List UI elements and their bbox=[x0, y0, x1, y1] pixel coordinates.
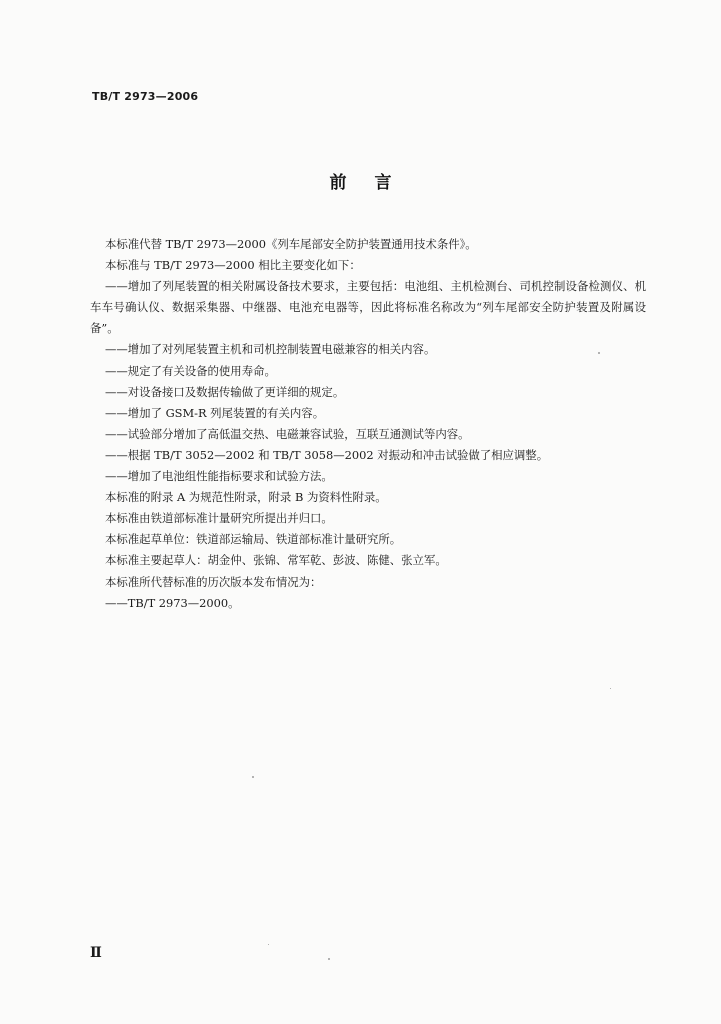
scan-speck bbox=[328, 958, 330, 960]
scan-speck bbox=[598, 352, 600, 354]
page-title: 前言 bbox=[329, 173, 420, 193]
scan-speck bbox=[268, 944, 269, 945]
change-item-service-life: ——规定了有关设备的使用寿命。 bbox=[105, 363, 276, 378]
change-item-battery: ——增加了电池组性能指标要求和试验方法。 bbox=[105, 469, 333, 484]
paragraph-proposed-by: 本标准由铁道部标准计量研究所提出并归口。 bbox=[105, 511, 333, 526]
previous-edition-item: ——TB/T 2973—2000。 bbox=[105, 595, 240, 610]
change-item-gsm-r: ——增加了 GSM-R 列尾装置的有关内容。 bbox=[105, 405, 325, 420]
change-item-interface: ——对设备接口及数据传输做了更详细的规定。 bbox=[105, 384, 345, 399]
paragraph-previous-editions-intro: 本标准所代替标准的历次版本发布情况为： bbox=[105, 574, 322, 589]
paragraph-drafting-units: 本标准起草单位：铁道部运输局、铁道部标准计量研究所。 bbox=[105, 532, 402, 547]
scan-speck bbox=[252, 776, 254, 778]
foreword-body bbox=[90, 234, 646, 614]
paragraph-drafters: 本标准主要起草人：胡金仲、张锦、常军乾、彭波、陈健、张立军。 bbox=[105, 553, 447, 568]
page-number: Ⅱ bbox=[90, 945, 102, 961]
change-item-accessory-requirements: ——增加了列尾装置的相关附属设备技术要求，主要包括：电池组、主机检测台、司机控制设备检测仪、机车车号确认仪、数据采集器、中继器、电池充电器等，因此将标准名称改为“列车尾部安全防护装置及附属设备”。 bbox=[90, 279, 646, 336]
paragraph-main-changes-intro: 本标准与 TB/T 2973—2000 相比主要变化如下： bbox=[105, 258, 361, 273]
paragraph-replaces-standard: 本标准代替 TB/T 2973—2000《列车尾部安全防护装置通用技术条件》。 bbox=[105, 237, 477, 251]
change-item-tests: ——试验部分增加了高低温交热、电磁兼容试验，互联互通测试等内容。 bbox=[105, 426, 470, 441]
change-item-emc: ——增加了对列尾装置主机和司机控制装置电磁兼容的相关内容。 bbox=[105, 342, 436, 357]
change-item-vibration-shock: ——根据 TB/T 3052—2002 和 TB/T 3058—2002 对振动和冲击试验做了相应调整。 bbox=[105, 447, 549, 462]
paragraph-annexes: 本标准的附录 A 为规范性附录，附录 B 为资料性附录。 bbox=[105, 490, 387, 505]
standard-number-header: TB/T 2973—2006 bbox=[92, 90, 199, 103]
scan-speck bbox=[610, 688, 611, 689]
